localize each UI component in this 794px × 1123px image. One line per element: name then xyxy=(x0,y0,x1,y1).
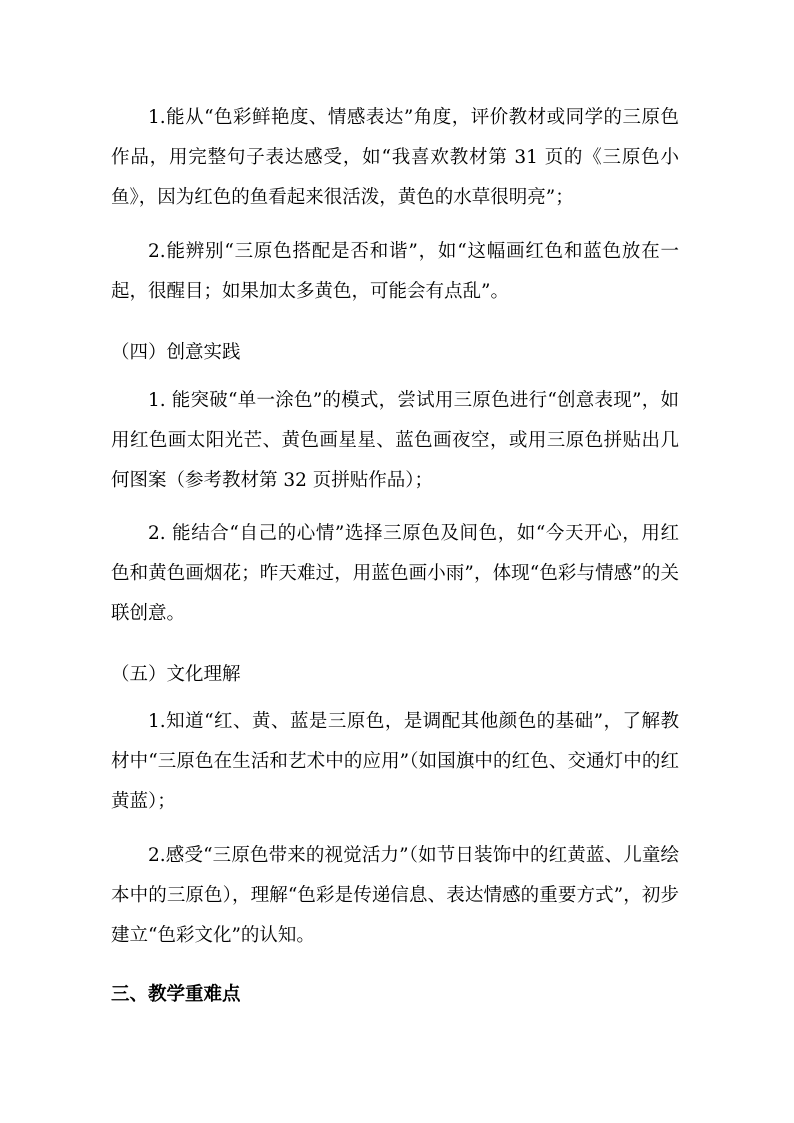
section-heading-key-difficulties: 三、教学重难点 xyxy=(111,984,241,1005)
paragraph-evaluation-2: 2.能辨别“三原色搭配是否和谐”，如“这幅画红色和蓝色放在一起，很醒目；如果加太多黄色，可能会有点乱”。 xyxy=(111,241,679,302)
paragraph-creative-2: 2. 能结合“自己的心情”选择三原色及间色，如“今天开心，用红色和黄色画烟花；昨天难过，用蓝色画小雨”，体现“色彩与情感”的关联创意。 xyxy=(111,523,679,624)
paragraph-evaluation-1: 1.能从“色彩鲜艳度、情感表达”角度，评价教材或同学的三原色作品，用完整句子表达感受，如“我喜欢教材第 31 页的《三原色小鱼》，因为红色的鱼看起来很活泼，黄色的水草很明亮”； xyxy=(111,107,679,208)
subheading-creative-practice: （四）创意实践 xyxy=(111,342,241,363)
paragraph-creative-1: 1. 能突破“单一涂色”的模式，尝试用三原色进行“创意表现”，如用红色画太阳光芒、黄色画星星、蓝色画夜空，或用三原色拼贴出几何图案（参考教材第 32 页拼贴作品）； xyxy=(111,390,679,491)
paragraph-culture-2: 2.感受“三原色带来的视觉活力”（如节日装饰中的红黄蓝、儿童绘本中的三原色），理解“色彩是传递信息、表达情感的重要方式”，初步建立“色彩文化”的认知。 xyxy=(111,845,679,946)
subheading-cultural-understanding: （五）文化理解 xyxy=(111,664,241,685)
paragraph-culture-1: 1.知道“红、黄、蓝是三原色，是调配其他颜色的基础”，了解教材中“三原色在生活和艺术中的应用”（如国旗中的红色、交通灯中的红黄蓝）； xyxy=(111,711,679,812)
